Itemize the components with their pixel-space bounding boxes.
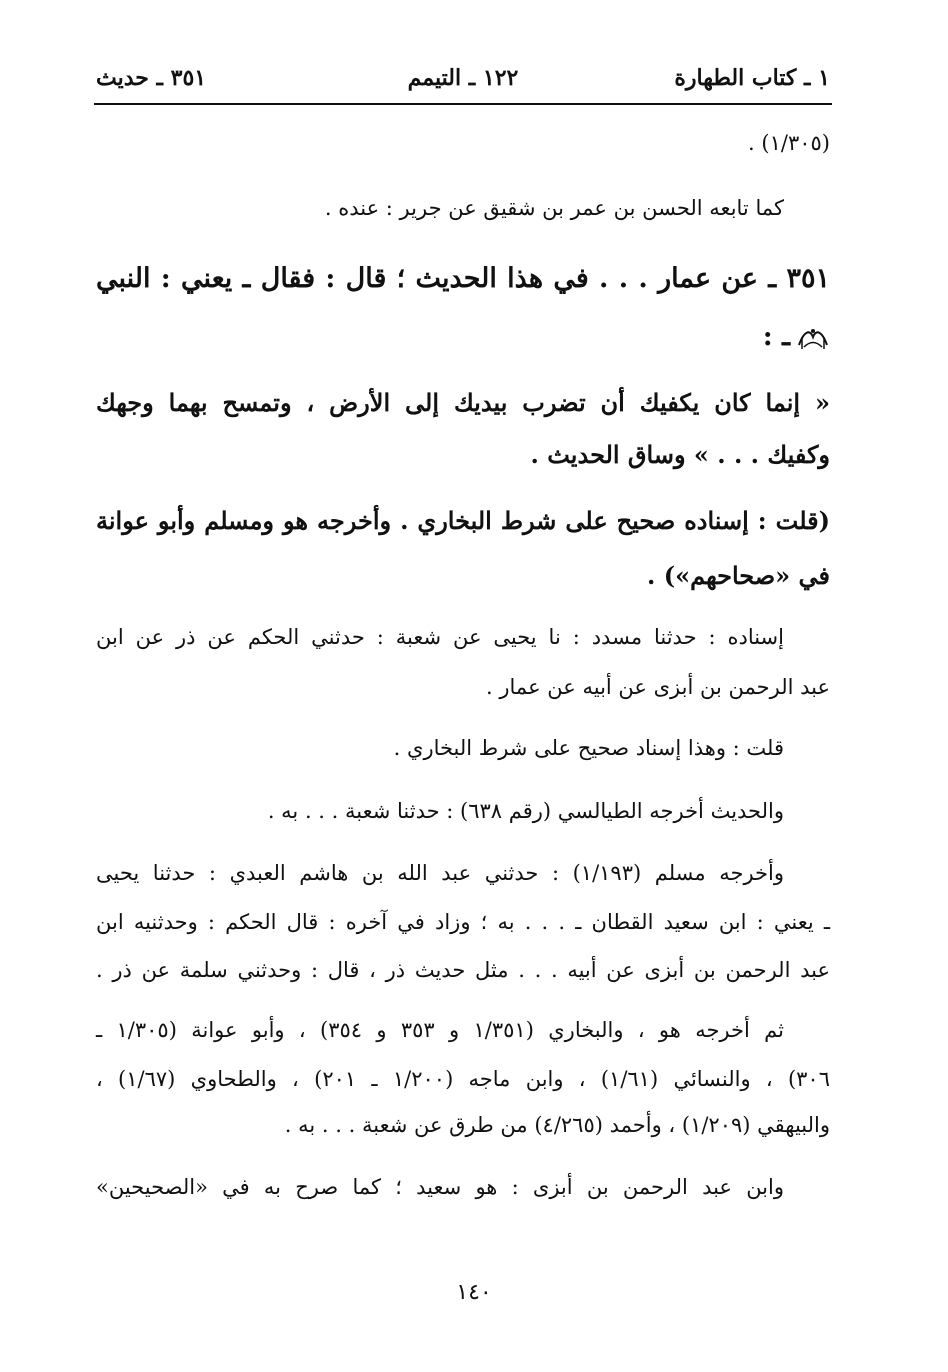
grading-line: (قلت : إسناده صحيح على شرط البخاري . وأخرجه هو ومسلم وأبو عوانة <box>96 506 830 535</box>
page-number: ١٤٠ <box>456 1280 492 1305</box>
hadith-heading: ٣٥١ ـ عن عمار . . . في هذا الحديث ؛ قال : فقال ـ يعني : النبي <box>96 263 830 294</box>
commentary-line: ـ يعني : ابن سعيد القطان ـ . . . به ؛ وزاد في آخره : قال الحكم : وحدثنيه ابن <box>96 910 830 934</box>
salutation-seal-icon <box>796 323 830 353</box>
commentary-line: والبيهقي (١/٢٠٩) ، وأحمد (٤/٢٦٥) من طرق عن شعبة . . . به . <box>284 1113 830 1137</box>
hadith-text-line: « إنما كان يكفيك أن تضرب بيديك إلى الأرض ، وتمسح بهما وجهك <box>96 388 830 417</box>
isnad-line: عبد الرحمن بن أبزى عن أبيه عن عمار . <box>486 675 830 699</box>
text-line: كما تابعه الحسن بن عمر بن شقيق عن جرير : عنده . <box>324 196 784 220</box>
grading-line: في «صحاحهم») . <box>647 561 830 590</box>
hadith-text-line: وكفيك . . . » وساق الحديث . <box>530 440 830 469</box>
isnad-line: إسناده : حدثنا مسدد : نا يحيى عن شعبة : حدثني الحكم عن ذر عن ابن <box>96 625 784 649</box>
header-rule <box>94 103 832 105</box>
commentary-line: والحديث أخرجه الطيالسي (رقم ٦٣٨) : حدثنا شعبة . . . به . <box>267 799 784 823</box>
hadith-heading-cont <box>763 322 830 353</box>
commentary-line: وابن عبد الرحمن بن أبزى : هو سعيد ؛ كما صرح به في «الصحيحين» <box>96 1175 784 1199</box>
header-book-title: ١ ـ كتاب الطهارة <box>674 65 830 91</box>
header-hadith-number: ٣٥١ ـ حديث <box>96 65 207 91</box>
commentary-line: عبد الرحمن بن أبزى عن أبيه . . . مثل حديث ذر ، قال : وحدثني سلمة عن ذر . <box>96 958 830 982</box>
text-line: (١/٣٠٥) . <box>748 131 830 155</box>
commentary-line: ٣٠٦) ، والنسائي (١/٦١) ، وابن ماجه (١/٢٠٠ ـ ٢٠١) ، والطحاوي (١/٦٧) ، <box>96 1067 830 1091</box>
header-chapter-title: ١٢٢ ـ التيمم <box>407 65 519 91</box>
heading-suffix: ـ : <box>762 321 790 352</box>
commentary-line: قلت : وهذا إسناد صحيح على شرط البخاري . <box>393 736 784 760</box>
commentary-line: وأخرجه مسلم (١/١٩٣) : حدثني عبد الله بن هاشم العبدي : حدثنا يحيى <box>96 861 784 885</box>
running-header <box>96 64 830 104</box>
commentary-line: ثم أخرجه هو ، والبخاري (١/٣٥١ و ٣٥٣ و ٣٥٤) ، وأبو عوانة (١/٣٠٥ ـ <box>96 1018 784 1042</box>
